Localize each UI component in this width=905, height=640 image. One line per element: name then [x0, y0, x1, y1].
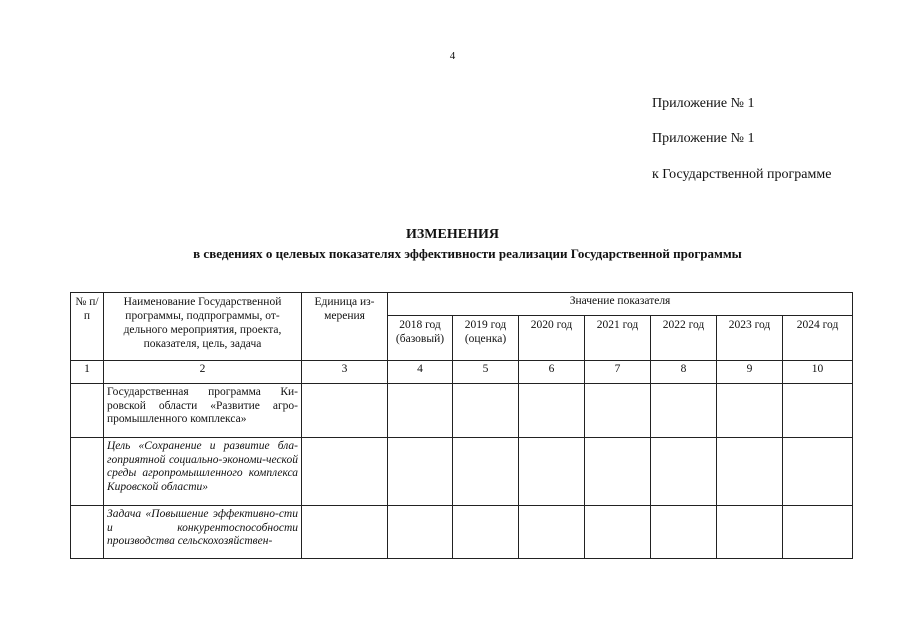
column-number: 4: [388, 361, 453, 384]
header-value-group: Значение показателя: [388, 293, 853, 316]
column-number: 5: [453, 361, 519, 384]
row-number: [71, 384, 104, 438]
indicators-table: [70, 292, 853, 559]
row-name: Цель «Сохранение и развитие бла-гоприятной социально-экономи-ческой среды агропромышленного комплекса Кировской области»: [104, 438, 302, 506]
empty-cell: [388, 384, 453, 438]
header-year-2022: 2022 год: [651, 316, 717, 361]
empty-cell: [717, 506, 783, 559]
table-row: [71, 506, 853, 559]
header-year-2019: 2019 год (оценка): [453, 316, 519, 361]
empty-cell: [585, 506, 651, 559]
empty-cell: [651, 438, 717, 506]
empty-cell: [302, 384, 388, 438]
empty-cell: [651, 506, 717, 559]
row-name: Задача «Повышение эффективно-сти и конкурентоспособности производства сельскохозяйствен-: [104, 506, 302, 559]
document-title: ИЗМЕНЕНИЯ: [406, 227, 499, 242]
row-name: Государственная программа Ки-ровской области «Развитие агро-промышленного комплекса»: [104, 384, 302, 438]
empty-cell: [302, 438, 388, 506]
column-number: 6: [519, 361, 585, 384]
header-year-2020: 2020 год: [519, 316, 585, 361]
empty-cell: [585, 438, 651, 506]
empty-cell: [519, 384, 585, 438]
column-number: 9: [717, 361, 783, 384]
document-subtitle: в сведениях о целевых показателях эффективности реализации Государственной программы: [193, 246, 742, 261]
header-year-2024: 2024 год: [783, 316, 853, 361]
header-year-2023: 2023 год: [717, 316, 783, 361]
column-number: 7: [585, 361, 651, 384]
empty-cell: [585, 384, 651, 438]
empty-cell: [388, 438, 453, 506]
header-unit: Единица из-мерения: [302, 293, 388, 361]
empty-cell: [453, 438, 519, 506]
empty-cell: [302, 506, 388, 559]
column-number: 3: [302, 361, 388, 384]
empty-cell: [453, 506, 519, 559]
empty-cell: [717, 384, 783, 438]
header-number: № п/п: [71, 293, 104, 361]
row-number: [71, 506, 104, 559]
appendix-line-1: Приложение № 1: [652, 96, 755, 111]
page-number: 4: [449, 50, 456, 62]
empty-cell: [783, 384, 853, 438]
empty-cell: [783, 506, 853, 559]
empty-cell: [519, 438, 585, 506]
empty-cell: [519, 506, 585, 559]
column-number: 2: [104, 361, 302, 384]
empty-cell: [651, 384, 717, 438]
empty-cell: [783, 438, 853, 506]
empty-cell: [388, 506, 453, 559]
empty-cell: [453, 384, 519, 438]
column-number: 1: [71, 361, 104, 384]
table-row: [71, 438, 853, 506]
column-number: 8: [651, 361, 717, 384]
empty-cell: [717, 438, 783, 506]
column-number-row: [71, 361, 853, 384]
column-number: 10: [783, 361, 853, 384]
table-row: [71, 384, 853, 438]
header-year-2021: 2021 год: [585, 316, 651, 361]
header-year-2018: 2018 год (базовый): [388, 316, 453, 361]
appendix-line-3: к Государственной программе: [652, 167, 832, 182]
row-number: [71, 438, 104, 506]
header-name: Наименование Государственной программы, подпрограммы, от-дельного мероприятия, проекта, показателя, цель, задача: [104, 293, 302, 361]
appendix-line-2: Приложение № 1: [652, 131, 755, 146]
